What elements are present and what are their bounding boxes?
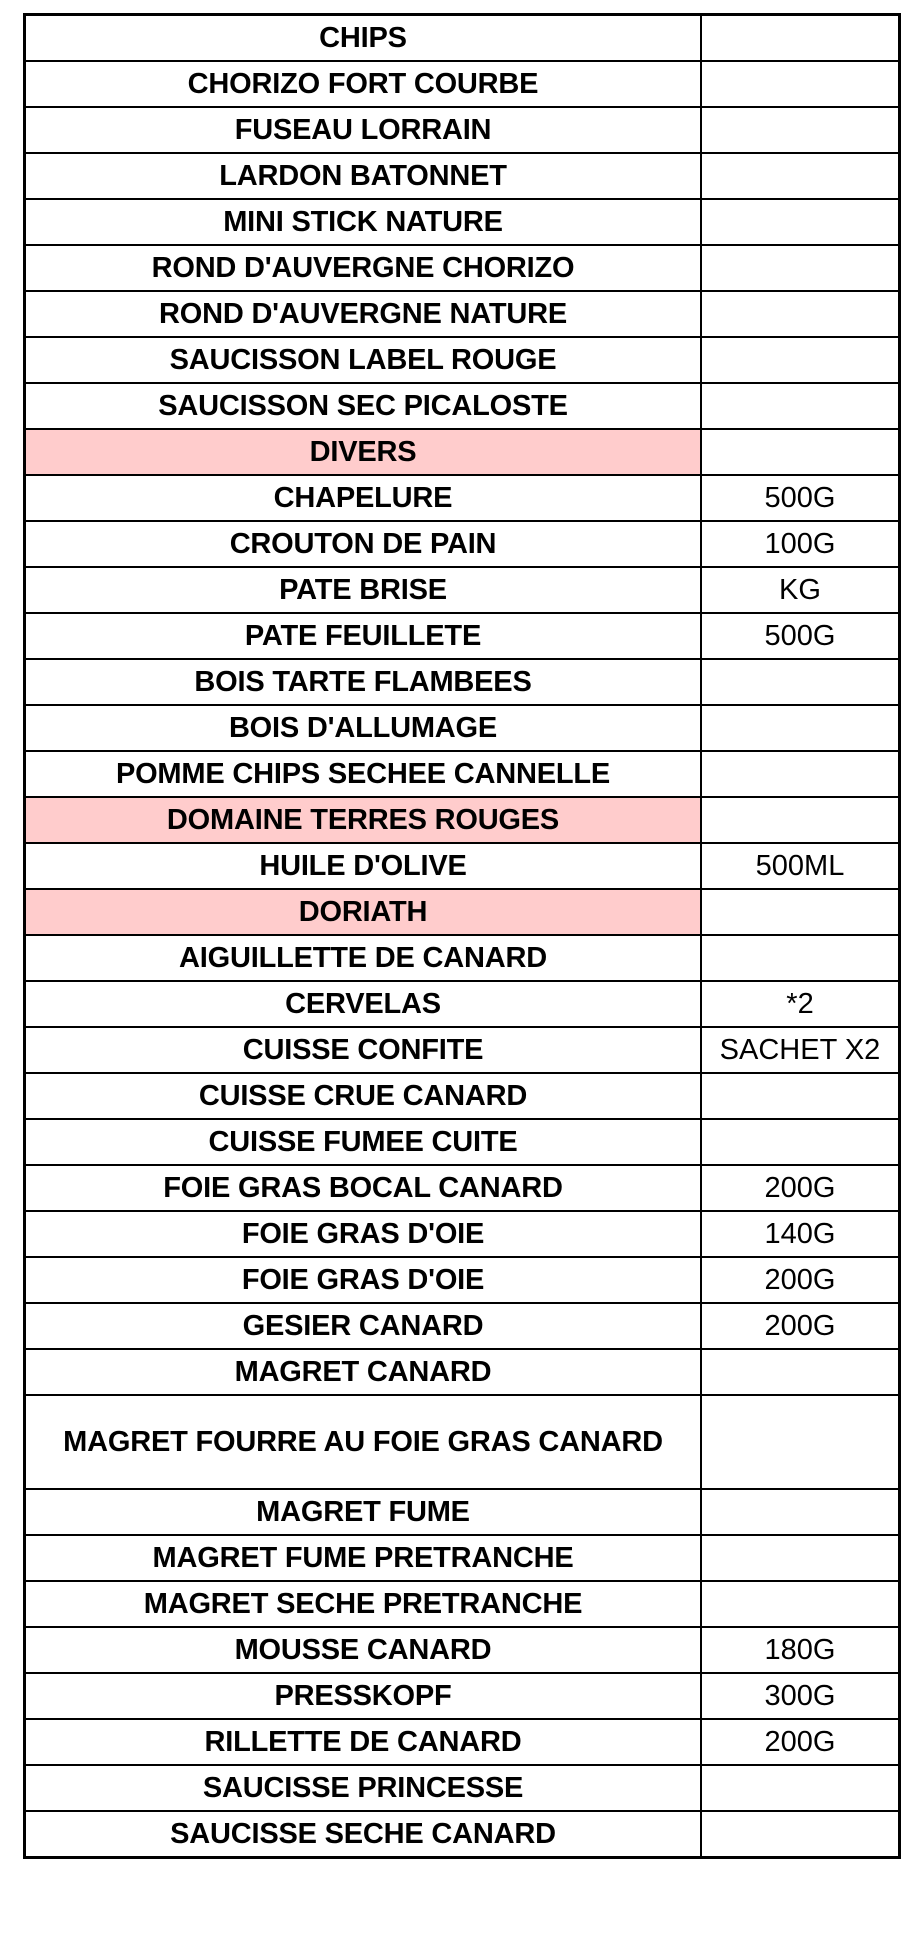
table-row xyxy=(26,291,898,337)
product-name-cell[interactable]: SAUCISSON LABEL ROUGE xyxy=(26,337,701,383)
unit-cell[interactable] xyxy=(701,1581,898,1627)
unit-cell[interactable] xyxy=(701,935,898,981)
section-name-cell[interactable]: DOMAINE TERRES ROUGES xyxy=(26,797,701,843)
unit-cell[interactable] xyxy=(701,1073,898,1119)
table-row xyxy=(26,1303,898,1349)
product-name-cell[interactable]: PRESSKOPF xyxy=(26,1673,701,1719)
table-row xyxy=(26,935,898,981)
product-name-cell[interactable]: ROND D'AUVERGNE CHORIZO xyxy=(26,245,701,291)
product-name-cell[interactable]: CHIPS xyxy=(26,16,701,61)
unit-cell[interactable] xyxy=(701,61,898,107)
unit-cell[interactable]: 100G xyxy=(701,521,898,567)
unit-cell[interactable] xyxy=(701,889,898,935)
product-name-cell[interactable]: FUSEAU LORRAIN xyxy=(26,107,701,153)
product-name-cell[interactable]: CUISSE CRUE CANARD xyxy=(26,1073,701,1119)
unit-cell[interactable]: 200G xyxy=(701,1257,898,1303)
product-name-cell[interactable]: MAGRET FOURRE AU FOIE GRAS CANARD xyxy=(26,1395,701,1489)
unit-cell[interactable]: *2 xyxy=(701,981,898,1027)
table-row xyxy=(26,1073,898,1119)
unit-cell[interactable] xyxy=(701,199,898,245)
product-name-cell[interactable]: AIGUILLETTE DE CANARD xyxy=(26,935,701,981)
table-row xyxy=(26,1673,898,1719)
unit-cell[interactable]: 300G xyxy=(701,1673,898,1719)
unit-cell[interactable]: 140G xyxy=(701,1211,898,1257)
unit-cell[interactable]: 500G xyxy=(701,475,898,521)
table-row xyxy=(26,107,898,153)
unit-cell[interactable] xyxy=(701,245,898,291)
product-name-cell[interactable]: MINI STICK NATURE xyxy=(26,199,701,245)
table-row xyxy=(26,199,898,245)
section-header-row xyxy=(26,797,898,843)
product-table xyxy=(26,16,898,1856)
unit-cell[interactable] xyxy=(701,1119,898,1165)
unit-cell[interactable] xyxy=(701,797,898,843)
table-row xyxy=(26,843,898,889)
product-name-cell[interactable]: SAUCISSE PRINCESSE xyxy=(26,1765,701,1811)
section-header-row xyxy=(26,429,898,475)
product-sheet xyxy=(23,13,901,1859)
product-name-cell[interactable]: HUILE D'OLIVE xyxy=(26,843,701,889)
product-name-cell[interactable]: CROUTON DE PAIN xyxy=(26,521,701,567)
table-row xyxy=(26,61,898,107)
table-row xyxy=(26,659,898,705)
unit-cell[interactable] xyxy=(701,1349,898,1395)
unit-cell[interactable] xyxy=(701,659,898,705)
unit-cell[interactable] xyxy=(701,153,898,199)
table-row xyxy=(26,1349,898,1395)
table-row xyxy=(26,1211,898,1257)
unit-cell[interactable] xyxy=(701,1811,898,1856)
product-name-cell[interactable]: FOIE GRAS BOCAL CANARD xyxy=(26,1165,701,1211)
unit-cell[interactable] xyxy=(701,16,898,61)
product-name-cell[interactable]: CUISSE CONFITE xyxy=(26,1027,701,1073)
product-name-cell[interactable]: SAUCISSON SEC PICALOSTE xyxy=(26,383,701,429)
unit-cell[interactable]: 500ML xyxy=(701,843,898,889)
product-name-cell[interactable]: CHORIZO FORT COURBE xyxy=(26,61,701,107)
table-row xyxy=(26,1811,898,1856)
table-row xyxy=(26,521,898,567)
unit-cell[interactable] xyxy=(701,1535,898,1581)
unit-cell[interactable] xyxy=(701,291,898,337)
product-name-cell[interactable]: FOIE GRAS D'OIE xyxy=(26,1257,701,1303)
unit-cell[interactable] xyxy=(701,337,898,383)
unit-cell[interactable]: 200G xyxy=(701,1165,898,1211)
product-name-cell[interactable]: MAGRET FUME PRETRANCHE xyxy=(26,1535,701,1581)
table-row xyxy=(26,245,898,291)
table-row xyxy=(26,383,898,429)
product-name-cell[interactable]: ROND D'AUVERGNE NATURE xyxy=(26,291,701,337)
table-row xyxy=(26,1119,898,1165)
table-row xyxy=(26,1535,898,1581)
section-header-row xyxy=(26,889,898,935)
product-name-cell[interactable]: MAGRET CANARD xyxy=(26,1349,701,1395)
unit-cell[interactable] xyxy=(701,107,898,153)
table-row xyxy=(26,1627,898,1673)
product-name-cell[interactable]: CERVELAS xyxy=(26,981,701,1027)
product-name-cell[interactable]: FOIE GRAS D'OIE xyxy=(26,1211,701,1257)
unit-cell[interactable]: KG xyxy=(701,567,898,613)
product-name-cell[interactable]: MAGRET SECHE PRETRANCHE xyxy=(26,1581,701,1627)
product-name-cell[interactable]: PATE BRISE xyxy=(26,567,701,613)
table-row xyxy=(26,475,898,521)
unit-cell[interactable] xyxy=(701,1489,898,1535)
product-name-cell[interactable]: BOIS TARTE FLAMBEES xyxy=(26,659,701,705)
section-name-cell[interactable]: DORIATH xyxy=(26,889,701,935)
table-row xyxy=(26,1489,898,1535)
product-name-cell[interactable]: RILLETTE DE CANARD xyxy=(26,1719,701,1765)
section-name-cell[interactable]: DIVERS xyxy=(26,429,701,475)
table-row xyxy=(26,1165,898,1211)
table-row xyxy=(26,981,898,1027)
unit-cell[interactable]: 200G xyxy=(701,1719,898,1765)
unit-cell[interactable] xyxy=(701,1395,898,1489)
unit-cell[interactable]: 500G xyxy=(701,613,898,659)
unit-cell[interactable]: SACHET X2 xyxy=(701,1027,898,1073)
product-name-cell[interactable]: SAUCISSE SECHE CANARD xyxy=(26,1811,701,1856)
table-row xyxy=(26,1257,898,1303)
table-row xyxy=(26,1719,898,1765)
product-name-cell[interactable]: POMME CHIPS SECHEE CANNELLE xyxy=(26,751,701,797)
table-row xyxy=(26,613,898,659)
unit-cell[interactable]: 200G xyxy=(701,1303,898,1349)
product-name-cell[interactable]: GESIER CANARD xyxy=(26,1303,701,1349)
unit-cell[interactable] xyxy=(701,751,898,797)
table-row xyxy=(26,1027,898,1073)
table-row xyxy=(26,751,898,797)
table-row xyxy=(26,567,898,613)
product-name-cell[interactable]: PATE FEUILLETE xyxy=(26,613,701,659)
unit-cell[interactable]: 180G xyxy=(701,1627,898,1673)
product-name-cell[interactable]: MOUSSE CANARD xyxy=(26,1627,701,1673)
unit-cell[interactable] xyxy=(701,429,898,475)
table-row xyxy=(26,1581,898,1627)
unit-cell[interactable] xyxy=(701,383,898,429)
product-name-cell[interactable]: CHAPELURE xyxy=(26,475,701,521)
product-name-cell[interactable]: CUISSE FUMEE CUITE xyxy=(26,1119,701,1165)
table-row xyxy=(26,1395,898,1489)
product-name-cell[interactable]: LARDON BATONNET xyxy=(26,153,701,199)
table-row xyxy=(26,705,898,751)
product-table-body xyxy=(26,16,898,1856)
table-row xyxy=(26,16,898,61)
unit-cell[interactable] xyxy=(701,705,898,751)
table-row xyxy=(26,153,898,199)
unit-cell[interactable] xyxy=(701,1765,898,1811)
table-row xyxy=(26,337,898,383)
table-row xyxy=(26,1765,898,1811)
product-name-cell[interactable]: MAGRET FUME xyxy=(26,1489,701,1535)
product-name-cell[interactable]: BOIS D'ALLUMAGE xyxy=(26,705,701,751)
